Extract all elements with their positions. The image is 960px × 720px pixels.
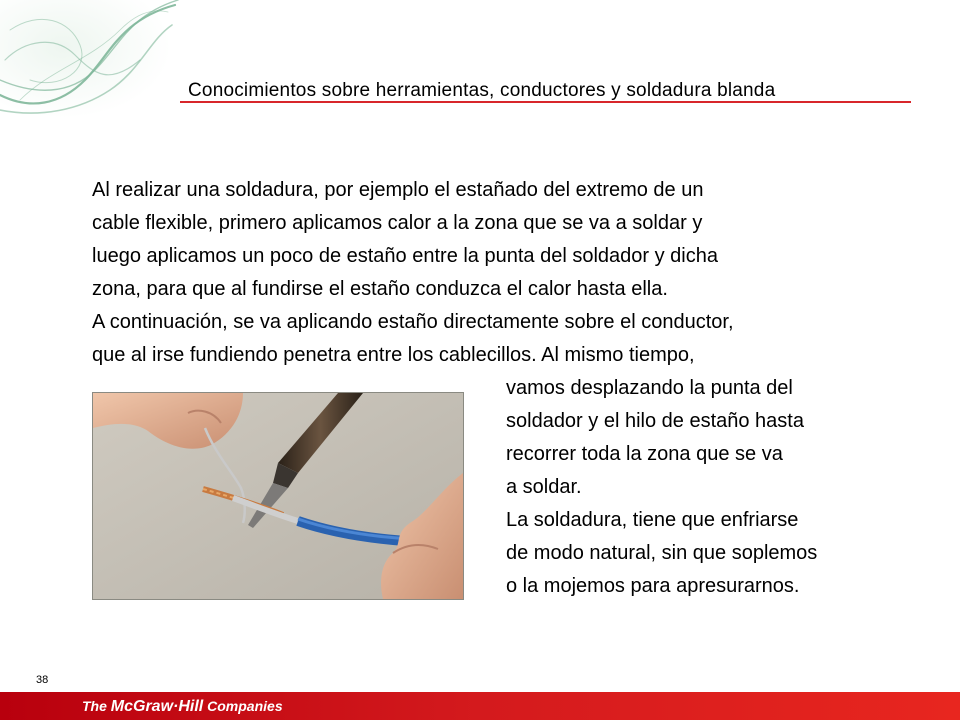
slide-title: Conocimientos sobre herramientas, conductores y soldadura blanda (188, 80, 776, 101)
brand-name: McGraw·Hill (110, 698, 204, 715)
soldering-photo (92, 392, 464, 600)
paragraph-line: A continuación, se va aplicando estaño directamente sobre el conductor, (92, 311, 734, 333)
side-line: de modo natural, sin que soplemos (506, 542, 818, 564)
side-line: soldador y el hilo de estaño hasta (506, 410, 804, 432)
title-underline (180, 101, 911, 103)
paragraph-line: Al realizar una soldadura, por ejemplo el estañado del extremo de un (92, 179, 704, 201)
side-line: a soldar. (506, 476, 582, 498)
side-line: vamos desplazando la punta del (506, 377, 793, 399)
paragraph-line: luego aplicamos un poco de estaño entre la punta del soldador y dicha (92, 245, 718, 267)
page-number: 38 (36, 674, 49, 686)
side-line: o la mojemos para apresurarnos. (506, 575, 800, 597)
paragraph-line: que al irse fundiendo penetra entre los cablecillos. Al mismo tiempo, (92, 344, 695, 366)
paragraph-line: cable flexible, primero aplicamos calor a la zona que se va a soldar y (92, 212, 703, 234)
paragraph-line: zona, para que al fundirse el estaño conduzca el calor hasta ella. (92, 278, 668, 300)
side-paragraph (506, 372, 817, 603)
side-line: La soldadura, tiene que enfriarse (506, 509, 799, 531)
brand-the: The (82, 698, 107, 714)
side-line: recorrer toda la zona que se va (506, 443, 783, 465)
brand-companies: Companies (207, 698, 283, 714)
main-paragraph (92, 174, 734, 372)
decorative-swirl-graphic (0, 0, 180, 118)
publisher-logo (82, 695, 283, 718)
footer-bar (0, 692, 960, 720)
